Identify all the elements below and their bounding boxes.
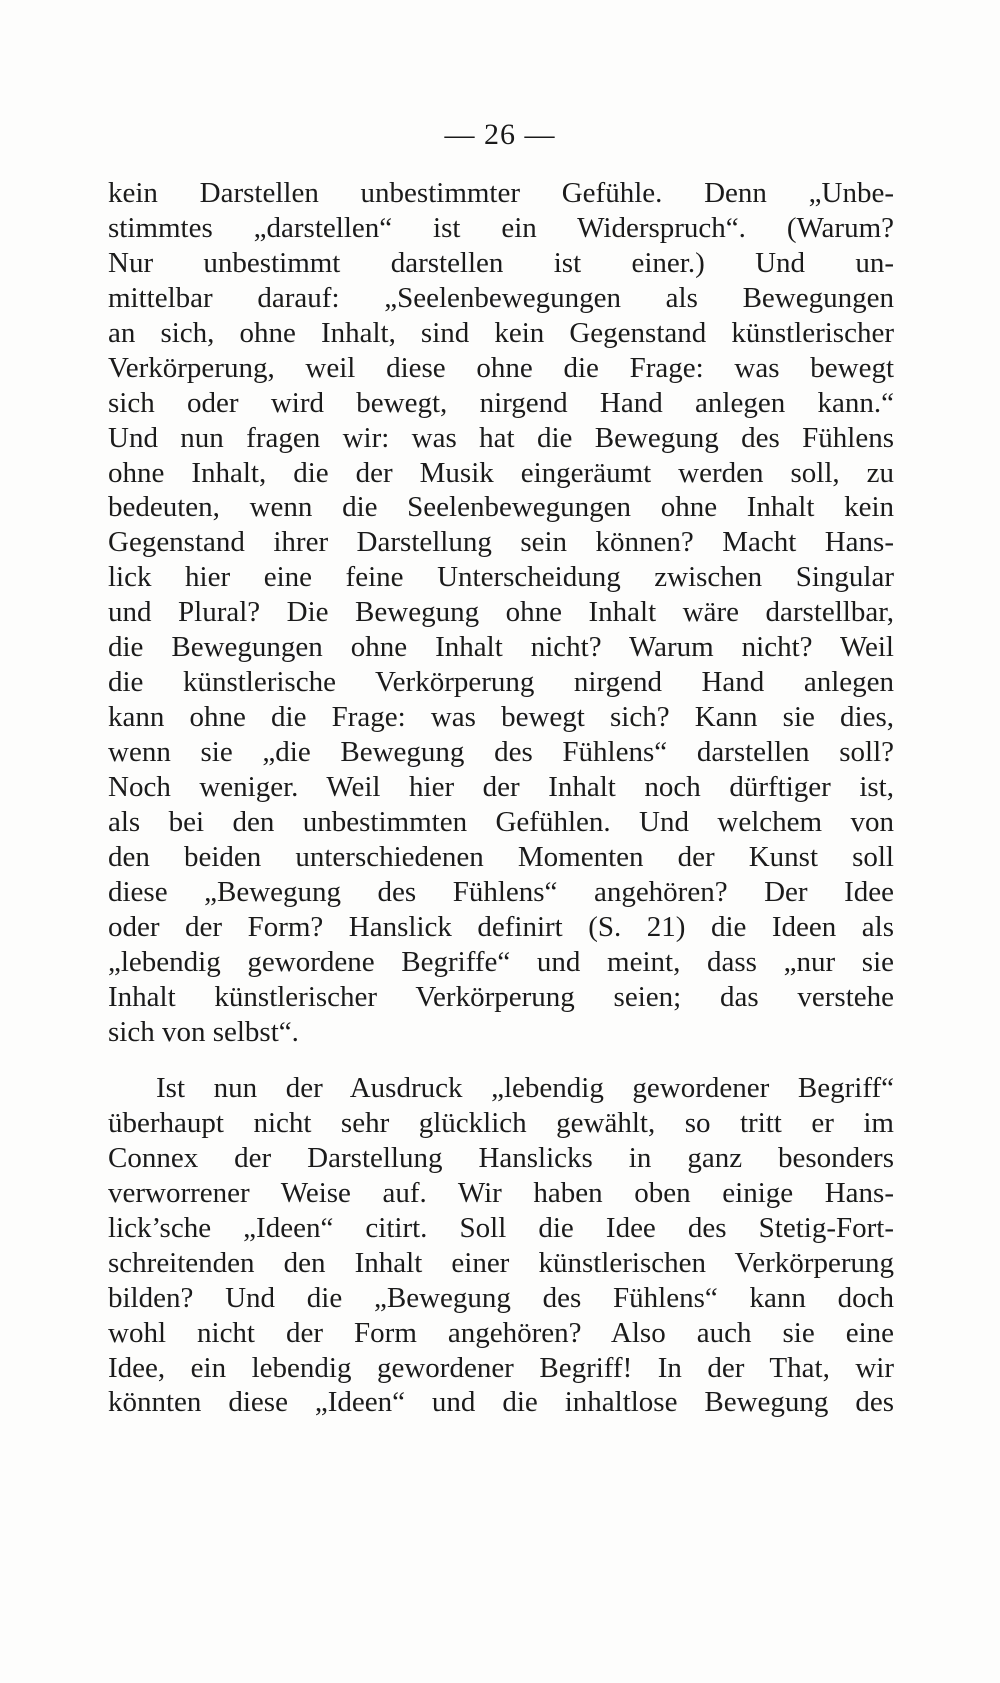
- text-line: Ist nun der Ausdruck „lebendig gewordener Begriff“: [156, 1072, 894, 1104]
- text-line: kann ohne die Frage: was bewegt sich? Kann sie dies,: [108, 701, 894, 734]
- page-number: — 26 —: [444, 118, 556, 151]
- text-line: stimmtes „darstellen“ ist ein Widerspruch“. (Warum?: [108, 211, 894, 244]
- text-line: Inhalt künstlerischer Verkörperung seien; das verstehe: [108, 980, 894, 1013]
- text-line: die Bewegungen ohne Inhalt nicht? Warum nicht? Weil: [108, 631, 894, 664]
- text-line: sich von selbst“.: [108, 1015, 299, 1048]
- text-line: diese „Bewegung des Fühlens“ angehören? Der Idee: [108, 875, 894, 908]
- text-line: bedeuten, wenn die Seelenbewegungen ohne Inhalt kein: [108, 491, 894, 524]
- text-line: Nur unbestimmt darstellen ist einer.) Und un-: [108, 246, 894, 279]
- text-line: ohne Inhalt, die der Musik eingeräumt werden soll, zu: [108, 456, 894, 489]
- text-line: könnten diese „Ideen“ und die inhaltlose Bewegung des: [108, 1386, 894, 1419]
- text-line: die künstlerische Verkörperung nirgend Hand anlegen: [108, 666, 894, 699]
- paragraph-1: [108, 176, 894, 1049]
- text-line: Verkörperung, weil diese ohne die Frage: was bewegt: [108, 351, 894, 384]
- paragraph-2: [108, 1071, 894, 1420]
- text-line: kein Darstellen unbestimmter Gefühle. Denn „Unbe-: [108, 177, 894, 209]
- text-line: verworrener Weise auf. Wir haben oben einige Hans-: [108, 1176, 894, 1209]
- text-line: und Plural? Die Bewegung ohne Inhalt wäre darstellbar,: [108, 596, 894, 629]
- text-line: schreitenden den Inhalt einer künstlerischen Verkörperung: [108, 1246, 894, 1279]
- text-line: den beiden unterschiedenen Momenten der Kunst soll: [108, 840, 894, 873]
- text-line: mittelbar darauf: „Seelenbewegungen als Bewegungen: [108, 281, 894, 314]
- text-line: lick hier eine feine Unterscheidung zwischen Singular: [108, 561, 894, 594]
- text-line: Idee, ein lebendig gewordener Begriff! In der That, wir: [108, 1351, 894, 1384]
- text-line: Noch weniger. Weil hier der Inhalt noch dürftiger ist,: [108, 770, 894, 803]
- text-line: bilden? Und die „Bewegung des Fühlens“ kann doch: [108, 1281, 894, 1314]
- text-line: als bei den unbestimmten Gefühlen. Und welchem von: [108, 805, 894, 838]
- text-line: „lebendig gewordene Begriffe“ und meint, dass „nur sie: [108, 945, 894, 978]
- text-line: Connex der Darstellung Hanslicks in ganz besonders: [108, 1141, 894, 1174]
- text-line: Gegenstand ihrer Darstellung sein können? Macht Hans-: [108, 526, 894, 559]
- text-line: lick’sche „Ideen“ citirt. Soll die Idee des Stetig-Fort-: [108, 1211, 894, 1244]
- text-line: wohl nicht der Form angehören? Also auch sie eine: [108, 1316, 894, 1349]
- text-line: sich oder wird bewegt, nirgend Hand anlegen kann.“: [108, 386, 894, 419]
- text-line: oder der Form? Hanslick definirt (S. 21) die Ideen als: [108, 910, 894, 943]
- text-line: überhaupt nicht sehr glücklich gewählt, so tritt er im: [108, 1106, 894, 1139]
- text-line: wenn sie „die Bewegung des Fühlens“ darstellen soll?: [108, 736, 894, 768]
- text-line: Und nun fragen wir: was hat die Bewegung des Fühlens: [108, 421, 894, 454]
- text-line: an sich, ohne Inhalt, sind kein Gegenstand künstlerischer: [108, 316, 894, 349]
